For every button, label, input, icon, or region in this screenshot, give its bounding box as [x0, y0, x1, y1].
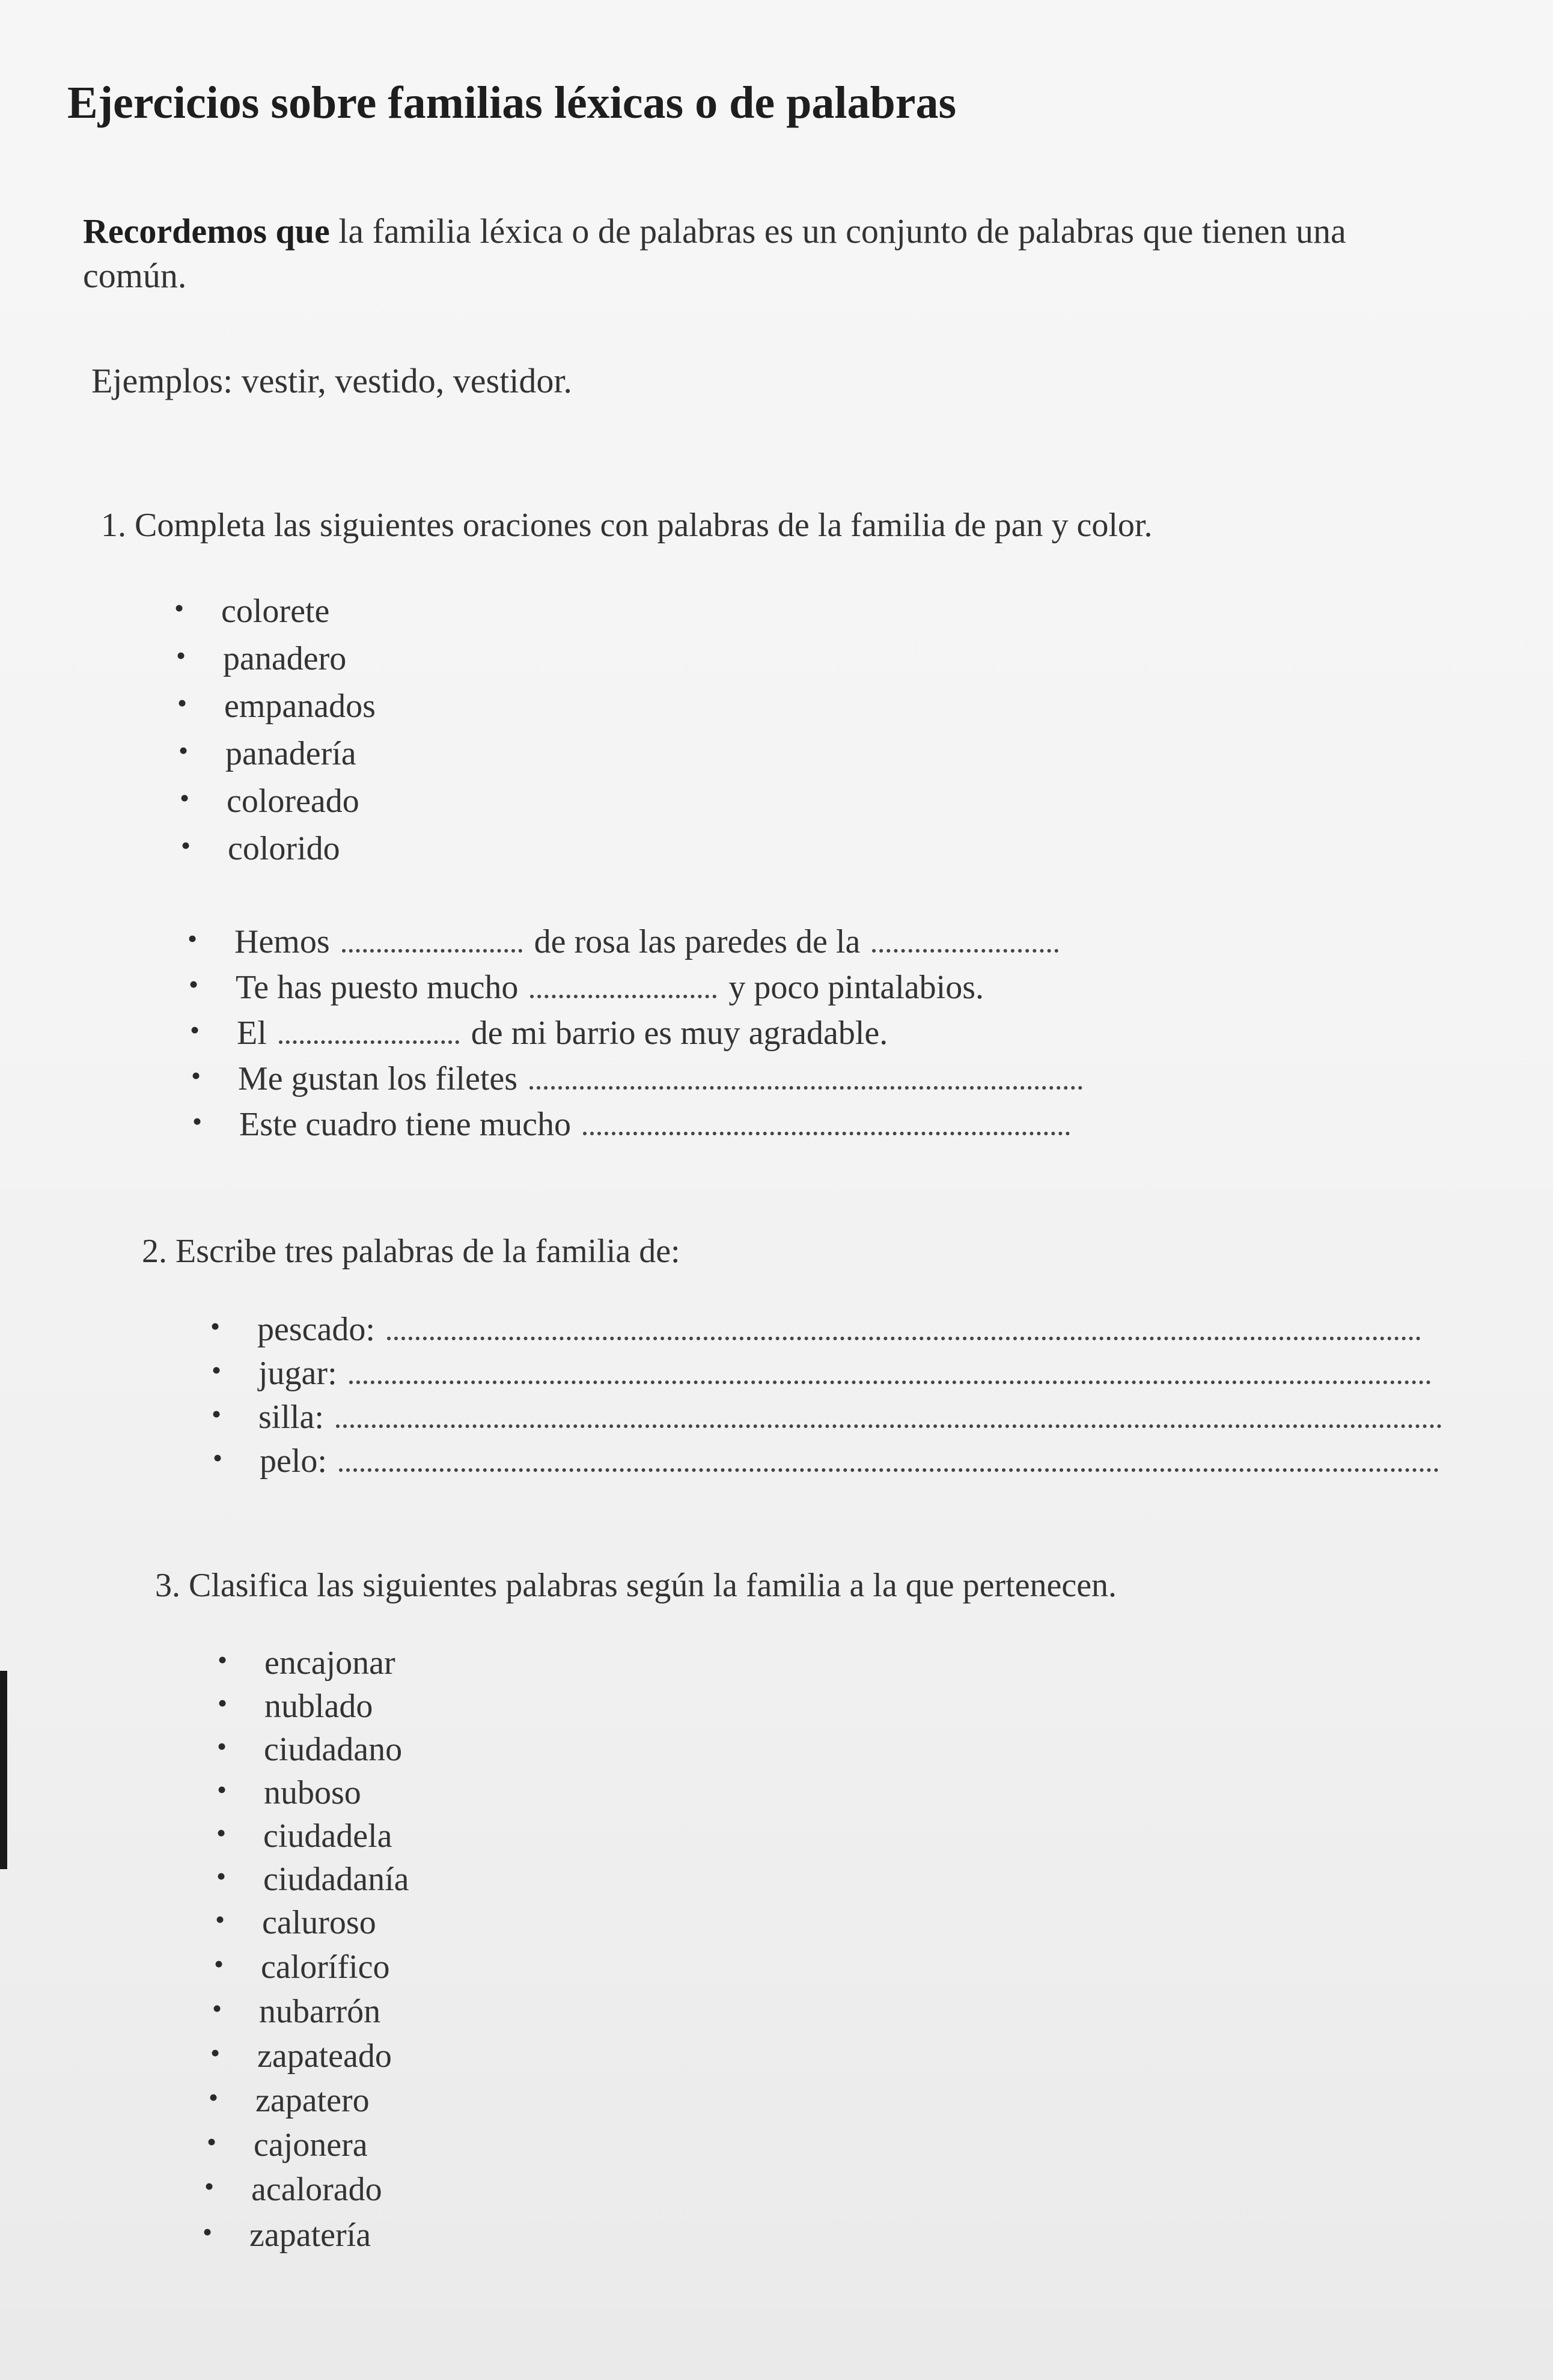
answer-blank[interactable]: [279, 1040, 459, 1044]
sentence-item: [188, 923, 1082, 968]
sentence-text: Este cuadro tiene mucho: [239, 1106, 572, 1143]
answer-blank[interactable]: [530, 995, 716, 998]
list-item: • panadería: [178, 734, 377, 782]
section3-heading: 3. Clasifica las siguientes palabras según la familia a la que pertenecen.: [155, 1567, 1117, 1604]
list-item: • coloreado: [180, 782, 378, 829]
list-item: [212, 1354, 1445, 1398]
list-item: • ciudadano: [217, 1730, 410, 1774]
examples-line: Ejemplos: vestir, vestido, vestidor.: [91, 361, 572, 400]
section3-word-list: [218, 1644, 410, 2262]
list-item: • ciudadela: [216, 1817, 409, 1860]
item-label: pelo:: [260, 1442, 327, 1480]
list-item: • calorífico: [214, 1948, 407, 1992]
list-item: • zapateado: [210, 2037, 403, 2081]
intro-text-line1: la familia léxica o de palabras es un conjunto de palabras que tienen una: [329, 212, 1346, 251]
sentence-text: de rosa las paredes de la: [534, 923, 861, 960]
sentence-text: y poco pintalabios.: [728, 969, 984, 1006]
list-item: • nuboso: [217, 1774, 410, 1817]
list-item: • zapatero: [209, 2081, 401, 2126]
list-item: • empanados: [177, 687, 376, 734]
list-item: • acalorado: [204, 2170, 397, 2216]
list-item: • caluroso: [215, 1903, 408, 1948]
answer-blank[interactable]: [342, 949, 522, 953]
answer-blank[interactable]: [336, 1424, 1442, 1428]
sentence-item: [189, 968, 1084, 1014]
sentence-text: Te has puesto mucho: [236, 969, 519, 1006]
sentence-item: [192, 1105, 1087, 1151]
sentence-text: El: [237, 1015, 267, 1052]
section1-sentence-list: [188, 923, 1082, 1151]
sentence-item: [190, 1014, 1085, 1060]
list-item: [213, 1442, 1447, 1486]
list-item: • zapatería: [203, 2216, 395, 2262]
list-item: • cajonera: [207, 2126, 400, 2170]
answer-blank[interactable]: [349, 1381, 1431, 1384]
list-item: • colorido: [181, 829, 379, 877]
intro-text-line2: común.: [83, 256, 187, 295]
section1-word-list: [174, 592, 376, 877]
list-item: • nublado: [218, 1687, 410, 1730]
list-item: • ciudadanía: [216, 1860, 409, 1903]
item-label: jugar:: [258, 1355, 337, 1392]
item-label: pescado:: [257, 1311, 375, 1348]
list-item: [212, 1398, 1445, 1442]
item-label: silla:: [258, 1399, 324, 1436]
answer-blank[interactable]: [872, 949, 1058, 953]
answer-blank[interactable]: [529, 1086, 1082, 1090]
list-item: • encajonar: [218, 1644, 410, 1687]
sentence-text: de mi barrio es muy agradable.: [471, 1015, 888, 1052]
list-item: • panadero: [176, 639, 374, 687]
list-item: • colorete: [174, 592, 373, 639]
list-item: [210, 1310, 1444, 1354]
page-title: Ejercicios sobre familias léxicas o de palabras: [67, 78, 957, 128]
page-edge-shadow: [0, 1671, 7, 1869]
sentence-item: [191, 1060, 1086, 1105]
answer-blank[interactable]: [339, 1468, 1439, 1472]
intro-bold-lead: Recordemos que: [83, 212, 330, 251]
answer-blank[interactable]: [583, 1132, 1070, 1135]
section1-heading: 1. Completa las siguientes oraciones con palabras de la familia de pan y color.: [101, 507, 1153, 544]
section2-list: [210, 1310, 1444, 1486]
sentence-text: Me gustan los filetes: [238, 1060, 518, 1097]
intro-paragraph: [83, 209, 1553, 298]
list-item: • nubarrón: [212, 1992, 405, 2037]
answer-blank[interactable]: [387, 1337, 1421, 1340]
section2-heading: 2. Escribe tres palabras de la familia de:: [142, 1233, 680, 1270]
sentence-text: Hemos: [234, 923, 330, 960]
